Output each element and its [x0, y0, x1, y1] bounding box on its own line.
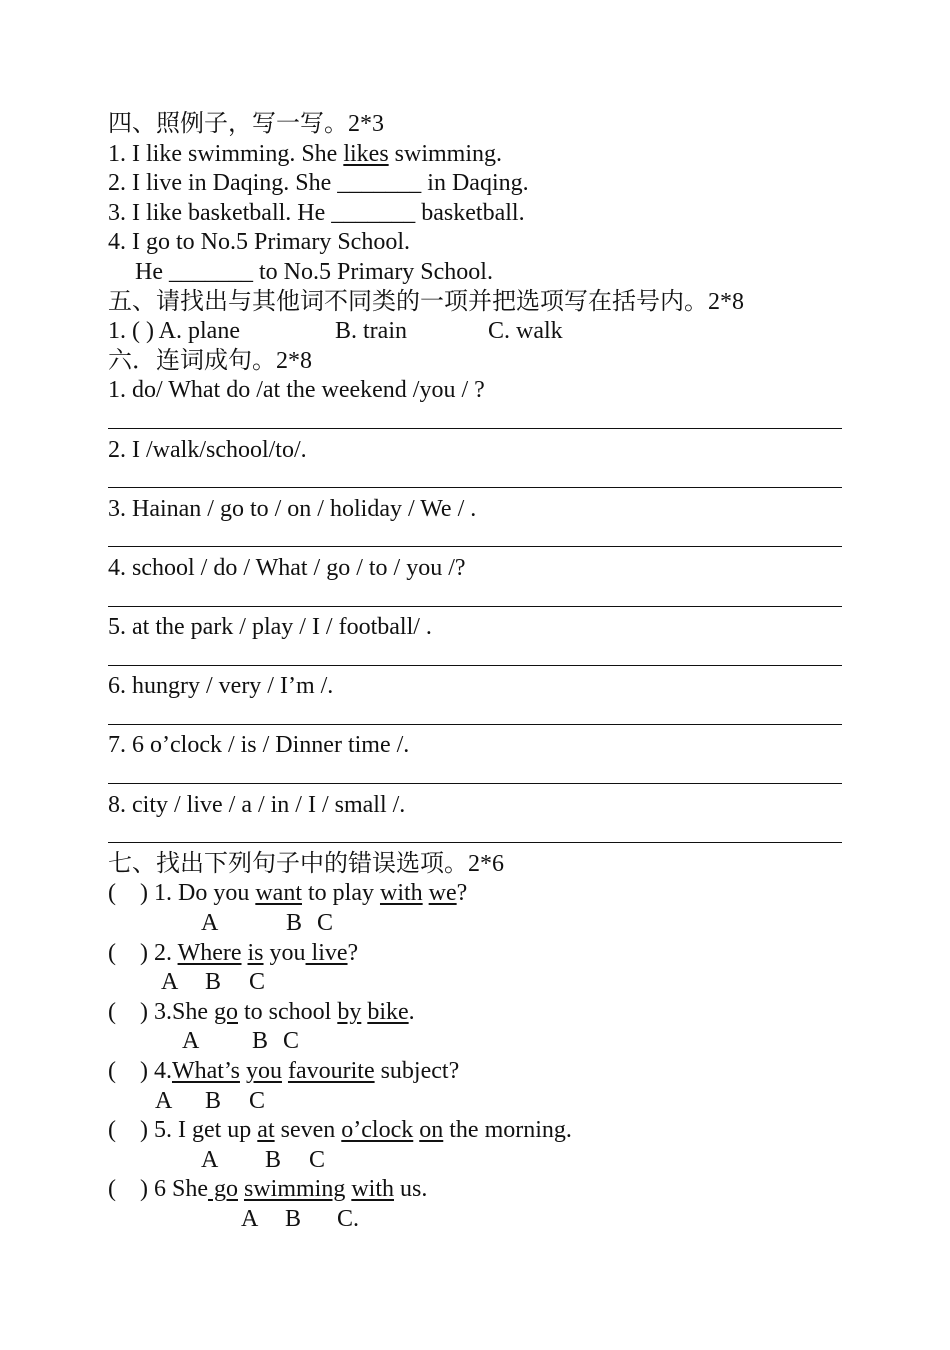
s7-q6-option-b: swimming — [243, 1176, 346, 1203]
s7-q1-prefix: ( ) 1. Do you — [108, 880, 256, 907]
s7-q6-label-b: B — [285, 1205, 302, 1232]
s6-answer-line-3[interactable] — [108, 524, 848, 554]
s7-q1-label-b: B — [286, 910, 303, 937]
s5-q1-option-b: B. train — [335, 318, 407, 345]
s7-q3-option-a: go — [213, 998, 238, 1025]
s7-q2-option-a: Where — [177, 939, 242, 966]
s7-question-3 — [108, 998, 848, 1028]
s4-q1-example-word: likes — [343, 140, 389, 167]
s6-answer-line-7[interactable] — [108, 761, 848, 791]
s7-q5-label-c: C — [309, 1146, 326, 1173]
s6-item-3: 3. Hainan / go to / on / holiday / We / . — [108, 495, 477, 522]
s4-q1-text-a: 1. I like swimming. She — [108, 140, 344, 167]
s7-q1-option-a: want — [255, 880, 302, 907]
s7-q3-labels — [108, 1027, 848, 1057]
s7-q2-prefix: ( ) 2. — [108, 939, 178, 966]
s7-q5-labels — [108, 1146, 848, 1176]
s7-question-5 — [108, 1116, 848, 1146]
s5-question-1 — [108, 317, 848, 347]
s4-q1-text-b: swimming. — [388, 140, 502, 167]
s7-q5-prefix: ( ) 5. I get up — [108, 1117, 258, 1144]
s7-q6-label-a: A — [241, 1205, 259, 1232]
s7-q4-label-c: C — [249, 1087, 266, 1114]
s7-q3-option-c: bike — [367, 998, 409, 1025]
s7-q6-option-c: with — [351, 1176, 394, 1203]
s6-item-4: 4. school / do / What / go / to / you /? — [108, 554, 466, 581]
s6-answer-line-6[interactable] — [108, 702, 848, 732]
s4-question-1 — [108, 140, 848, 170]
s7-q1-end: ? — [456, 880, 468, 907]
s7-q1-option-c: we — [428, 880, 457, 907]
s4-question-2: 2. I live in Daqing. She _______ in Daqing. — [108, 170, 529, 197]
s6-answer-line-5[interactable] — [108, 643, 848, 673]
worksheet-page — [108, 110, 848, 1235]
s7-q3-option-b: by — [337, 998, 362, 1025]
s7-q5-end: the morning. — [443, 1117, 572, 1144]
s7-q2-label-b: B — [205, 969, 222, 996]
s7-q2-label-c: C — [249, 969, 266, 996]
s4-question-3: 3. I like basketball. He _______ basketball. — [108, 199, 525, 226]
s7-question-2 — [108, 939, 848, 969]
s4-question-4b: He _______ to No.5 Primary School. — [135, 258, 493, 285]
s7-q2-end: ? — [347, 939, 359, 966]
s7-q4-prefix: ( ) 4. — [108, 1058, 172, 1084]
s7-q5-label-a: A — [201, 1146, 219, 1173]
s6-item-5: 5. at the park / play / I / football/ . — [108, 614, 432, 641]
s7-q6-prefix: ( ) 6 She — [108, 1176, 208, 1203]
s7-q1-option-b: with — [379, 880, 423, 907]
s4-question-4a: 4. I go to No.5 Primary School. — [108, 229, 410, 256]
s7-question-6 — [108, 1175, 848, 1205]
s6-item-8: 8. city / live / a / in / I / small /. — [108, 791, 406, 818]
s7-q6-end: us. — [394, 1176, 428, 1203]
s7-q4-label-b: B — [205, 1087, 222, 1114]
s7-q1-labels — [108, 909, 848, 939]
section-7-title: 七、找出下列句子中的错误选项。2*6 — [108, 850, 504, 877]
s6-item-2: 2. I /walk/school/to/. — [108, 436, 307, 463]
s7-q3-prefix: ( ) 3.She — [108, 998, 214, 1025]
s7-q6-option-a: go — [207, 1176, 238, 1203]
s6-answer-line-2[interactable] — [108, 465, 848, 495]
s7-q3-label-b: B — [252, 1028, 269, 1055]
s6-answer-line-4[interactable] — [108, 584, 848, 614]
s7-q1-label-a: A — [201, 910, 219, 937]
s7-q2-labels — [108, 968, 848, 998]
s5-q1-option-c: C. walk — [488, 318, 563, 345]
s7-q4-labels — [108, 1087, 848, 1117]
s7-q1-label-c: C — [317, 910, 334, 937]
s7-question-4 — [108, 1057, 848, 1087]
s7-q4-option-a: What’s — [171, 1058, 240, 1084]
s7-q2-option-c: live — [305, 939, 348, 966]
s7-q3-end: . — [408, 998, 415, 1025]
s7-q6-label-c: C. — [337, 1205, 360, 1232]
s7-q6-labels — [108, 1205, 848, 1235]
s7-q4-label-a: A — [155, 1087, 173, 1114]
s7-q2-option-b: is — [247, 939, 264, 966]
s7-question-1 — [108, 879, 848, 909]
s7-q4-option-b: you — [245, 1058, 282, 1084]
s7-q3-label-a: A — [182, 1028, 200, 1055]
s7-q4-option-c: favourite — [287, 1058, 375, 1084]
s5-q1-option-a: 1. ( ) A. plane — [108, 318, 240, 345]
s7-q5-mid-1: seven — [274, 1117, 342, 1144]
s7-q1-mid-1: to play — [301, 880, 380, 907]
s7-q5-option-a: at — [257, 1117, 275, 1144]
s7-q5-option-c: on — [419, 1117, 444, 1144]
s6-item-7: 7. 6 o’clock / is / Dinner time /. — [108, 732, 410, 759]
s6-item-1: 1. do/ What do /at the weekend /you / ? — [108, 377, 485, 404]
s6-answer-line-1[interactable] — [108, 406, 848, 436]
s6-item-6: 6. hungry / very / I’m /. — [108, 673, 334, 700]
s7-q2-label-a: A — [161, 969, 179, 996]
s6-answer-line-8[interactable] — [108, 820, 848, 850]
s7-q5-option-b: o’clock — [341, 1117, 414, 1144]
section-5-title: 五、请找出与其他词不同类的一项并把选项写在括号内。2*8 — [108, 288, 744, 315]
s7-q5-label-b: B — [265, 1146, 282, 1173]
s7-q3-mid-1: to school — [237, 998, 338, 1025]
section-4-title: 四、照例子，写一写。2*3 — [108, 111, 384, 137]
s7-q3-label-c: C — [283, 1028, 300, 1055]
s7-q4-end: subject? — [374, 1058, 460, 1084]
s7-q2-mid-2: you — [263, 939, 306, 966]
section-6-title: 六．连词成句。2*8 — [108, 347, 312, 374]
